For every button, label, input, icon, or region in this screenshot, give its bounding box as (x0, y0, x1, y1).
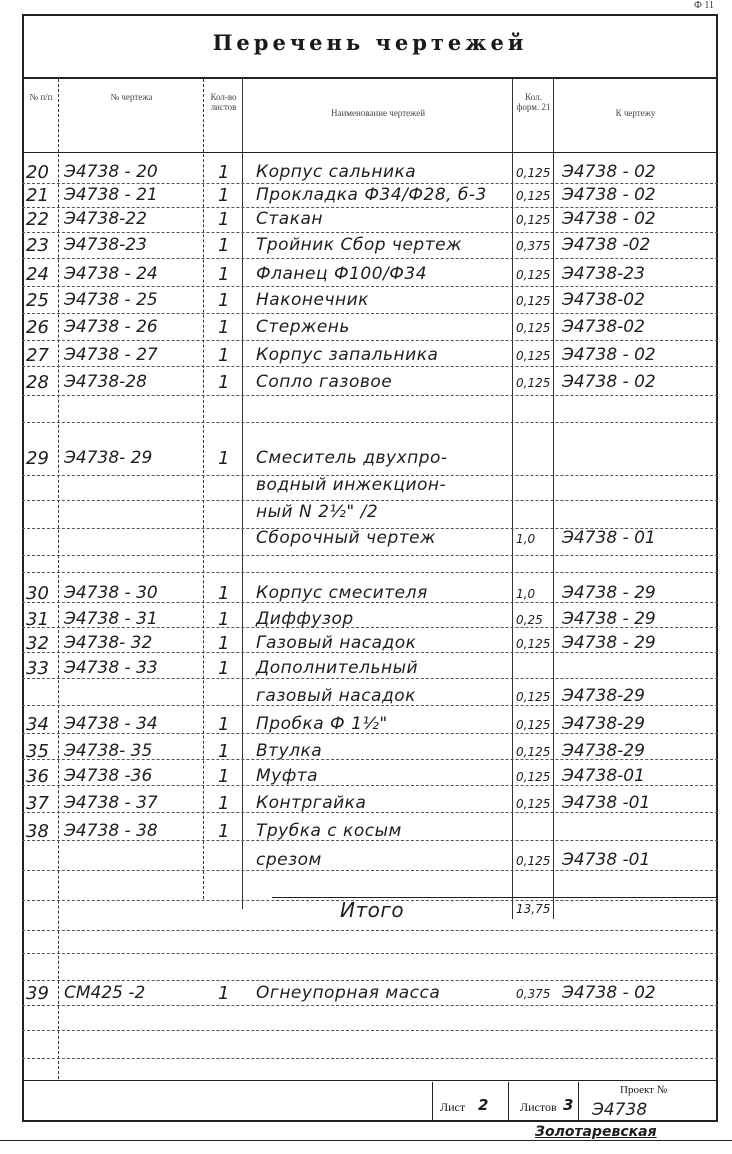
cell-qty: 1 (218, 317, 230, 338)
cell-format: 0,125 (516, 745, 551, 759)
cell-format: 0,25 (516, 613, 543, 627)
project-value: Э4738 (592, 1100, 648, 1120)
header-bottom-line (22, 152, 718, 153)
row-separator (22, 555, 718, 556)
cell-name: Корпус смесителя (256, 583, 428, 603)
row-separator (22, 870, 718, 871)
row-separator (22, 183, 718, 184)
cell-format: 0,125 (516, 797, 551, 811)
row-separator (22, 1058, 718, 1059)
cell-drawing: Э4738 - 38 (64, 821, 158, 841)
cell-no: 23 (26, 235, 49, 256)
header-format: Кол. форм. 21 (516, 92, 551, 112)
cell-no: 26 (26, 317, 49, 338)
header-ref: К чертежу (615, 108, 656, 118)
cell-no: 32 (26, 633, 49, 654)
row-separator (22, 366, 718, 367)
cell-no: 34 (26, 714, 49, 735)
cell-format: 0,375 (516, 239, 551, 253)
cell-format: 0,125 (516, 189, 551, 203)
cell-no: 37 (26, 793, 49, 814)
col-divider-5 (553, 79, 554, 919)
sheet-label: Лист (440, 1100, 466, 1114)
cell-name: Газовый насадок (256, 633, 417, 653)
cell-name: Корпус запальника (256, 345, 439, 365)
cell-qty: 1 (218, 983, 230, 1004)
cell-ref: Э4738 - 29 (562, 633, 656, 653)
cell-format: 0,125 (516, 718, 551, 732)
signature: Золотаревская (535, 1124, 657, 1140)
cell-format: 0,375 (516, 987, 551, 1001)
sheet-value: 2 (478, 1096, 489, 1114)
row-separator (22, 1005, 718, 1006)
cell-ref: Э4738-23 (562, 264, 645, 284)
cell-drawing: Э4738 - 27 (64, 345, 158, 365)
row-separator (22, 1030, 718, 1031)
cell-name: Наконечник (256, 290, 369, 310)
cell-name: водный инжекцион- (256, 475, 447, 495)
cell-qty: 1 (218, 714, 230, 735)
cell-name: Прокладка Ф34/Ф28, б-3 (256, 185, 487, 205)
bottom-rule (0, 1140, 732, 1141)
cell-format: 0,125 (516, 213, 551, 227)
cell-name: Тройник Сбор чертеж (256, 235, 462, 255)
cell-format: 1,0 (516, 587, 536, 601)
cell-format: 0,125 (516, 349, 551, 363)
cell-name: Стакан (256, 209, 323, 229)
cell-name: срезом (256, 850, 322, 870)
row-separator (22, 207, 718, 208)
cell-name: Сборочный чертеж (256, 528, 436, 548)
cell-name: Муфта (256, 766, 319, 786)
cell-name: Трубка с косым (256, 821, 402, 841)
cell-qty: 1 (218, 185, 230, 206)
cell-no: 28 (26, 372, 49, 393)
cell-ref: Э4738 - 02 (562, 209, 656, 229)
cell-qty: 1 (218, 793, 230, 814)
cell-name: Сопло газовое (256, 372, 393, 392)
col-divider-4 (512, 79, 513, 919)
cell-drawing: Э4738 - 37 (64, 793, 158, 813)
cell-format: 0,125 (516, 321, 551, 335)
sheets-label: Листов (520, 1100, 557, 1114)
form-code: Ф 11 (693, 0, 714, 11)
cell-drawing: Э4738-28 (64, 372, 147, 392)
cell-name: Смеситель двухпро- (256, 448, 448, 468)
cell-no: 36 (26, 766, 49, 787)
cell-drawing: Э4738 - 26 (64, 317, 158, 337)
cell-ref: Э4738 - 02 (562, 983, 656, 1003)
cell-no: 20 (26, 162, 49, 183)
cell-ref: Э4738-01 (562, 766, 645, 786)
col-divider-2 (203, 79, 204, 899)
row-separator (22, 340, 718, 341)
cell-drawing: Э4738 - 33 (64, 658, 158, 678)
cell-format: 0,125 (516, 294, 551, 308)
cell-ref: Э4738 - 02 (562, 372, 656, 392)
cell-drawing: Э4738 - 30 (64, 583, 158, 603)
cell-qty: 1 (218, 235, 230, 256)
cell-name: Контргайка (256, 793, 367, 813)
cell-ref: Э4738-29 (562, 714, 645, 734)
cell-format: 13,75 (516, 902, 551, 916)
cell-no: 31 (26, 609, 49, 630)
cell-no: 25 (26, 290, 49, 311)
row-separator (22, 953, 718, 954)
cell-format: 0,125 (516, 166, 551, 180)
sheets-value: 3 (563, 1096, 574, 1114)
cell-name: Корпус сальника (256, 162, 417, 182)
cell-drawing: Э4738- 32 (64, 633, 153, 653)
cell-name: Фланец Ф100/Ф34 (256, 264, 428, 284)
cell-name: Диффузор (256, 609, 354, 629)
cell-no: 38 (26, 821, 49, 842)
cell-drawing: СМ425 -2 (64, 983, 146, 1003)
cell-drawing: Э4738 -36 (64, 766, 153, 786)
row-separator (22, 286, 718, 287)
project-label: Проект № (620, 1084, 668, 1096)
cell-drawing: Э4738 - 20 (64, 162, 158, 182)
cell-ref: Э4738 -01 (562, 850, 651, 870)
cell-name: Огнеупорная масса (256, 983, 441, 1003)
header-item: № п/п (29, 92, 53, 102)
cell-drawing: Э4738 - 24 (64, 264, 158, 284)
cell-drawing: Э4738 - 34 (64, 714, 158, 734)
row-separator (22, 980, 718, 981)
row-separator (22, 500, 718, 501)
cell-format: 0,125 (516, 268, 551, 282)
cell-name: Дополнительный (256, 658, 419, 678)
cell-qty: 1 (218, 741, 230, 762)
cell-drawing: Э4738-22 (64, 209, 147, 229)
cell-format: 0,125 (516, 637, 551, 651)
cell-qty: 1 (218, 162, 230, 183)
header-name: Наименование чертежей (330, 108, 426, 118)
header-qty: Кол-во листов (210, 92, 237, 112)
footer-top-line (22, 1080, 718, 1081)
cell-ref: Э4738 -02 (562, 235, 651, 255)
cell-ref: Э4738-02 (562, 317, 645, 337)
cell-qty: 1 (218, 290, 230, 311)
row-separator (22, 930, 718, 931)
cell-name: газовый насадок (256, 686, 416, 706)
row-separator (22, 313, 718, 314)
cell-name: Стержень (256, 317, 350, 337)
cell-no: 39 (26, 983, 49, 1004)
cell-qty: 1 (218, 766, 230, 787)
cell-drawing: Э4738- 29 (64, 448, 153, 468)
total-underline (272, 897, 716, 898)
row-separator (22, 572, 718, 573)
cell-drawing: Э4738 - 21 (64, 185, 158, 205)
row-separator (22, 678, 718, 679)
cell-qty: 1 (218, 583, 230, 604)
cell-name: Пробка Ф 1½" (256, 714, 388, 734)
cell-ref: Э4738 - 02 (562, 345, 656, 365)
cell-ref: Э4738-29 (562, 741, 645, 761)
footer-cell-project (578, 1082, 579, 1120)
page-title: Перечень чертежей (212, 30, 528, 55)
title-separator (22, 77, 718, 79)
footer-cell-sheets (508, 1082, 509, 1120)
cell-ref: Э4738 - 01 (562, 528, 656, 548)
footer-cell-sheet (432, 1082, 433, 1120)
cell-no: 30 (26, 583, 49, 604)
cell-qty: 1 (218, 821, 230, 842)
cell-no: 24 (26, 264, 49, 285)
cell-ref: Э4738 - 02 (562, 162, 656, 182)
cell-name: ный N 2½" /2 (256, 502, 379, 522)
cell-format: 0,125 (516, 854, 551, 868)
cell-no: 35 (26, 741, 49, 762)
cell-no: 27 (26, 345, 49, 366)
cell-format: 0,125 (516, 376, 551, 390)
row-separator (22, 258, 718, 259)
cell-no: 29 (26, 448, 49, 469)
cell-no: 21 (26, 185, 49, 206)
cell-ref: Э4738-29 (562, 686, 645, 706)
cell-ref: Э4738-02 (562, 290, 645, 310)
cell-qty: 1 (218, 658, 230, 679)
cell-ref: Э4738 - 29 (562, 609, 656, 629)
cell-drawing: Э4738 - 31 (64, 609, 158, 629)
cell-no: 33 (26, 658, 49, 679)
cell-qty: 1 (218, 609, 230, 630)
cell-format: 0,125 (516, 770, 551, 784)
cell-ref: Э4738 -01 (562, 793, 651, 813)
cell-format: 1,0 (516, 532, 536, 546)
cell-qty: 1 (218, 264, 230, 285)
col-divider-1 (58, 79, 59, 1079)
cell-qty: 1 (218, 633, 230, 654)
cell-qty: 1 (218, 372, 230, 393)
header-drawing: № чертежа (110, 92, 153, 102)
cell-qty: 1 (218, 448, 230, 469)
row-separator (22, 422, 718, 423)
cell-drawing: Э4738 - 25 (64, 290, 158, 310)
cell-drawing: Э4738- 35 (64, 741, 153, 761)
cell-name: Втулка (256, 741, 323, 761)
cell-no: 22 (26, 209, 49, 230)
row-separator (22, 395, 718, 396)
cell-ref: Э4738 - 02 (562, 185, 656, 205)
cell-format: 0,125 (516, 690, 551, 704)
cell-drawing: Э4738-23 (64, 235, 147, 255)
cell-name: Итого (340, 898, 405, 922)
cell-ref: Э4738 - 29 (562, 583, 656, 603)
row-separator (22, 232, 718, 233)
cell-qty: 1 (218, 345, 230, 366)
cell-qty: 1 (218, 209, 230, 230)
